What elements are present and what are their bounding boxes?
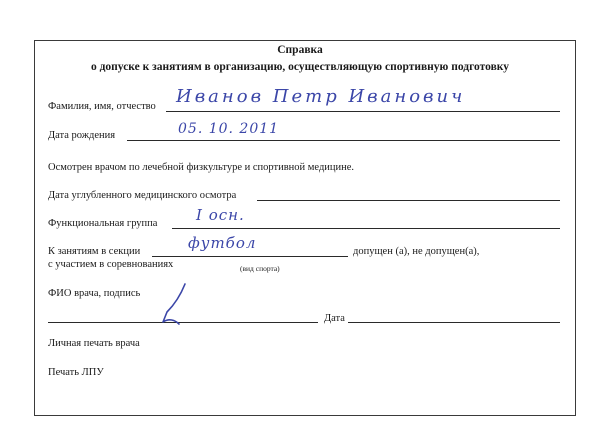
clinic-stamp-label: Печать ЛПУ [48,367,104,378]
date-line [348,322,560,323]
examined-statement: Осмотрен врачом по лечебной физкультуре и спортивной медицине. [48,162,355,173]
certificate-subtitle: о допуске к занятиям в организацию, осуществляющую спортивную подготовку [90,61,509,73]
birth-date-line [127,140,560,141]
doctor-name-label: ФИО врача, подпись [48,288,141,299]
exam-date-label: Дата углубленного медицинского осмотра [48,190,237,201]
date-label: Дата [324,313,345,324]
competitions-statement: с участием в соревнованиях [48,259,174,270]
functional-group-value: I осн. [196,206,245,224]
functional-group-label: Функциональная группа [48,218,158,229]
section-label: К занятиям в секции [48,246,141,257]
section-value: футбол [188,234,257,252]
full-name-line [166,111,560,112]
functional-group-line [172,228,560,229]
full-name-label: Фамилия, имя, отчество [48,101,156,112]
birth-date-label: Дата рождения [48,130,116,141]
doctor-signature [155,282,195,330]
certificate-title: Справка [277,44,323,56]
section-line [152,256,348,257]
exam-date-line [257,200,560,201]
admitted-statement: допущен (а), не допущен(а), [353,246,480,257]
sport-type-hint: (вид спорта) [240,264,280,273]
doctor-stamp-label: Личная печать врача [48,338,140,349]
birth-date-value: 05. 10. 2011 [178,121,280,137]
full-name-value: Иванов Петр Иванович [176,86,466,107]
